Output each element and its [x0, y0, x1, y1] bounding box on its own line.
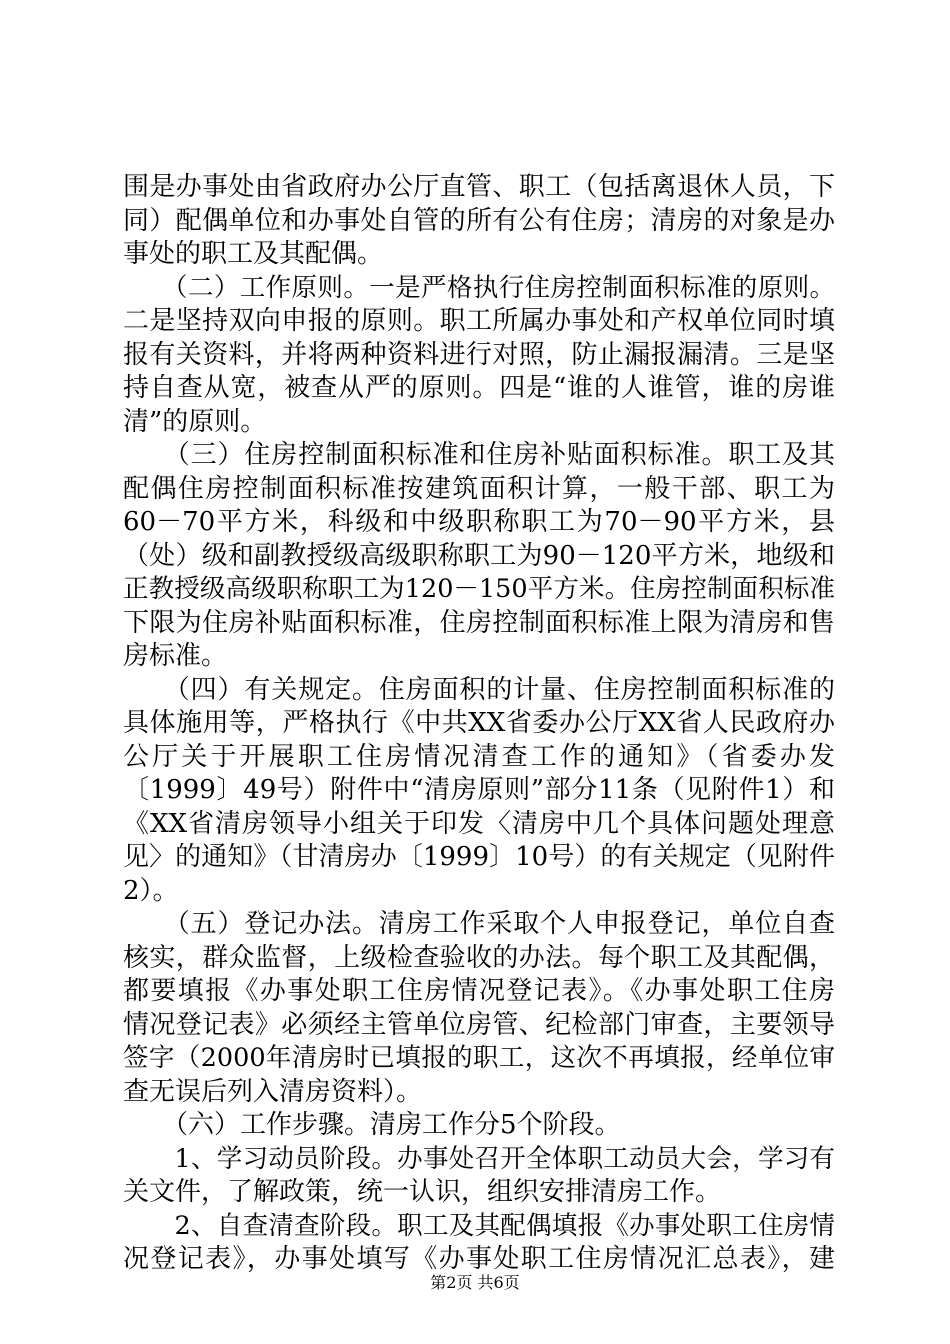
text-line: 正教授级高级职称职工为120－150平方米。住房控制面积标准	[123, 574, 835, 604]
document-body	[123, 171, 835, 1277]
text-line: 况登记表》，办事处填写《办事处职工住房情况汇总表》，建	[123, 1244, 835, 1274]
text-line: 查无误后列入清房资料）。	[123, 1076, 423, 1107]
page-number-footer: 第2页 共6页	[430, 1273, 520, 1292]
text-line: 情况登记表》必须经主管单位房管、纪检部门审查，主要领导	[123, 1009, 835, 1040]
text-line: 二是坚持双向申报的原则。职工所属办事处和产权单位同时填	[123, 306, 835, 336]
text-line: 2、自查清查阶段。职工及其配偶填报《办事处职工住房情	[123, 1210, 835, 1241]
text-line: 围是办事处由省政府办公厅直管、职工（包括离退休人员，下	[123, 172, 835, 202]
text-line: （五）登记办法。清房工作采取个人申报登记，单位自查	[123, 909, 835, 939]
text-line: （二）工作原则。一是严格执行住房控制面积标准的原则。	[123, 272, 835, 303]
text-line: （四）有关规定。住房面积的计量、住房控制面积标准的	[123, 674, 835, 705]
text-line: 60－70平方米，科级和中级职称职工为70－90平方米，县	[123, 507, 835, 537]
text-line: 〔1999〕49号）附件中“清房原则”部分11条（见附件1）和	[123, 775, 835, 805]
text-line: 持自查从宽，被查从严的原则。四是“谁的人谁管，谁的房谁	[123, 373, 835, 403]
text-line: 下限为住房补贴面积标准，住房控制面积标准上限为清房和售	[123, 607, 835, 638]
text-line: 报有关资料，并将两种资料进行对照，防止漏报漏清。三是坚	[123, 339, 835, 370]
text-line: 核实，群众监督，上级检查验收的办法。每个职工及其配偶，	[123, 942, 835, 973]
text-line: 清”的原则。	[123, 406, 267, 437]
text-line: （处）级和副教授级高级职称职工为90－120平方米，地级和	[123, 540, 835, 571]
text-line: 事处的职工及其配偶。	[123, 239, 384, 269]
text-line: 见〉的通知》（甘清房办〔1999〕10号）的有关规定（见附件	[123, 842, 835, 872]
text-line: 2）。	[123, 875, 179, 906]
text-line: 同）配偶单位和办事处自管的所有公有住房；清房的对象是办	[123, 205, 835, 236]
text-line: 签字（2000年清房时已填报的职工，这次不再填报，经单位审	[123, 1043, 835, 1073]
text-line: 关文件，了解政策，统一认识，组织安排清房工作。	[123, 1177, 722, 1207]
text-line: 《XX省清房领导小组关于印发〈清房中几个具体问题处理意	[123, 808, 835, 839]
text-line: 具体施用等，严格执行《中共XX省委办公厅XX省人民政府办	[123, 708, 835, 738]
text-line: 房标准。	[123, 641, 228, 671]
text-line: 都要填报《办事处职工住房情况登记表》。《办事处职工住房	[123, 976, 835, 1006]
text-line: 1、学习动员阶段。办事处召开全体职工动员大会，学习有	[123, 1143, 835, 1174]
text-line: 公厅关于开展职工住房情况清查工作的通知》（省委办发	[123, 741, 835, 772]
text-line: （三）住房控制面积标准和住房补贴面积标准。职工及其	[123, 440, 835, 470]
text-line: 配偶住房控制面积标准按建筑面积计算，一般干部、职工为	[123, 473, 835, 504]
text-line: （六）工作步骤。清房工作分5个阶段。	[123, 1110, 621, 1140]
